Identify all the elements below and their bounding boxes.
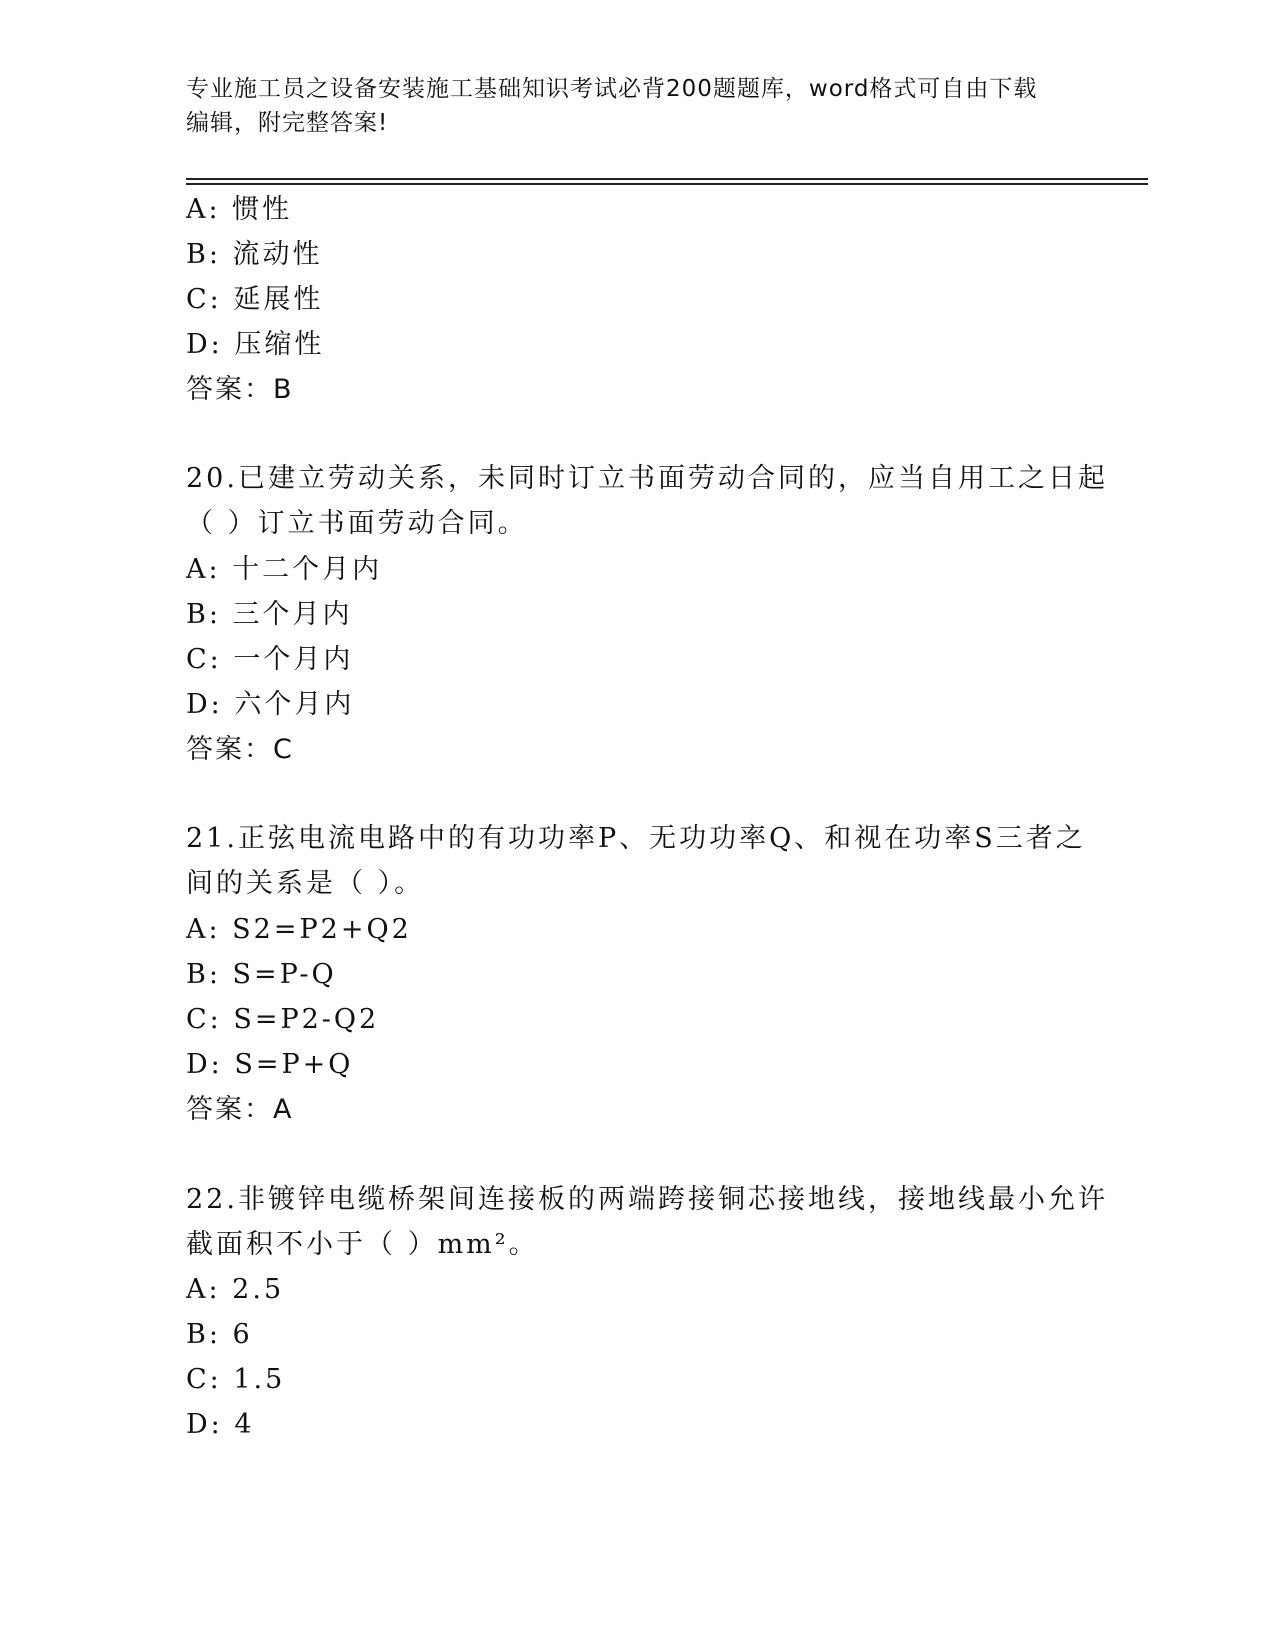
q22-option-c: C: 1.5 <box>186 1364 286 1395</box>
header-line-1: 专业施工员之设备安装施工基础知识考试必背200题题库，word格式可自由下载 <box>186 76 1038 102</box>
q19-option-b: B: 流动性 <box>186 239 323 270</box>
q20-answer: 答案：C <box>186 734 294 765</box>
q22-option-b: B: 6 <box>186 1319 253 1350</box>
q21-stem-line-2: 间的关系是（ ）。 <box>186 868 425 899</box>
q19-option-c: C: 延展性 <box>186 284 324 315</box>
q21-option-c: C: S=P2-Q2 <box>186 1004 380 1035</box>
q22-stem-line-1: 22.非镀锌电缆桥架间连接板的两端跨接铜芯接地线，接地线最小允许 <box>186 1184 1108 1215</box>
q20-option-c: C: 一个月内 <box>186 644 354 675</box>
q21-answer: 答案：A <box>186 1094 294 1125</box>
q21-stem-line-1: 21.正弦电流电路中的有功功率P、无功功率Q、和视在功率S三者之 <box>186 823 1086 854</box>
q22-stem-line-2: 截面积不小于（ ）mm²。 <box>186 1229 539 1260</box>
q22-option-a: A: 2.5 <box>186 1274 285 1305</box>
header-divider-top <box>186 178 1148 180</box>
q19-option-a: A: 惯性 <box>186 194 293 225</box>
document-header <box>186 72 1066 140</box>
q20-option-a: A: 十二个月内 <box>186 554 383 585</box>
q21-option-a: A: S2=P2+Q2 <box>186 914 412 945</box>
q21-option-b: B: S=P-Q <box>186 959 337 990</box>
q19-answer: 答案：B <box>186 374 294 405</box>
header-divider-bottom <box>186 183 1148 185</box>
q20-option-b: B: 三个月内 <box>186 599 353 630</box>
q22-option-d: D: 4 <box>186 1409 255 1440</box>
q19-option-d: D: 压缩性 <box>186 329 325 360</box>
header-line-2: 编辑，附完整答案! <box>186 110 389 136</box>
q21-option-d: D: S=P+Q <box>186 1049 354 1080</box>
q20-option-d: D: 六个月内 <box>186 689 355 720</box>
q20-stem-line-1: 20.已建立劳动关系，未同时订立书面劳动合同的，应当自用工之日起 <box>186 463 1108 494</box>
q20-stem-line-2: （ ）订立书面劳动合同。 <box>186 508 528 539</box>
